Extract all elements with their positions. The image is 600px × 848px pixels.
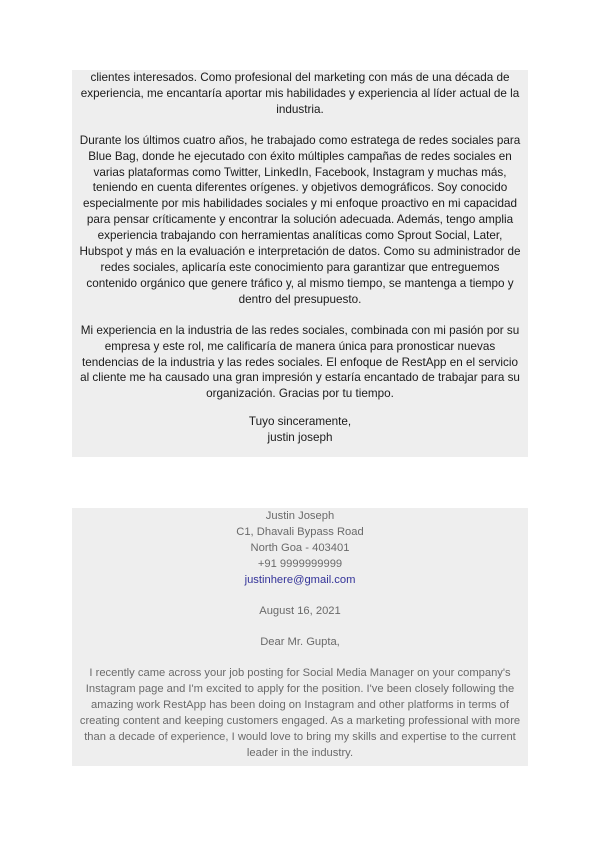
- email-link[interactable]: justinhere@gmail.com: [244, 574, 356, 586]
- experience-paragraph: Durante los últimos cuatro años, he trabajado como estratega de redes sociales para Blue Bag, donde he ejecutado con éxito múltiples campañas de redes sociales en varias plataformas como Twitter, LinkedIn, Facebook, Instagram y muchas más, teniendo en cuenta diferentes orígenes. y objetivos demográficos. Soy conocido especialmente por mis habilidades sociales y mi enfoque proactivo en mi capacidad para pensar críticamente y encontrar la solución adecuada. Además, tengo amplia experiencia trabajando con herramientas analíticas como Sprout Social, Later, Hubspot y más en la evaluación e interpretación de datos. Como su administrador de redes sociales, aplicaría este conocimiento para garantizar que entreguemos contenido orgánico que genere tráfico y, al mismo tiempo, se mantenga a tiempo y dentro del presupuesto.: [79, 133, 521, 306]
- address-line-2: North Goa - 403401: [250, 542, 350, 554]
- closing-line: Tuyo sinceramente,: [248, 415, 352, 429]
- letter-date: August 16, 2021: [259, 605, 341, 617]
- salutation: Dear Mr. Gupta,: [260, 636, 340, 648]
- closing-paragraph: Mi experiencia en la industria de las redes sociales, combinada con mi pasión por su empresa y este rol, me calificaría de manera única para pronosticar nuevas tendencias de la industria y las redes sociales. El enfoque de RestApp en el servicio al cliente me ha causado una gran impresión y estaría encantado de trabajar para su organización. Gracias por tu tiempo.: [80, 323, 520, 401]
- signature: justin joseph: [267, 431, 333, 445]
- intro-tail-paragraph: clientes interesados. Como profesional del marketing con más de una década de experiencia, me encantaría aportar mis habilidades y experiencia al líder actual de la industria.: [80, 71, 520, 116]
- english-letter-block: [72, 508, 528, 766]
- spanish-letter-block: [72, 70, 528, 457]
- sender-name: Justin Joseph: [265, 510, 335, 522]
- phone-number: +91 9999999999: [257, 558, 343, 570]
- address-line-1: C1, Dhavali Bypass Road: [236, 526, 364, 538]
- body-paragraph: I recently came across your job posting for Social Media Manager on your company's Instagram page and I'm excited to apply for the position. I've been closely following the amazing work RestApp has been doing on Instagram and other platforms in terms of creating content and keeping customers engaged. As a marketing professional with more than a decade of experience, I would love to bring my skills and expertise to the current leader in the industry.: [79, 667, 521, 759]
